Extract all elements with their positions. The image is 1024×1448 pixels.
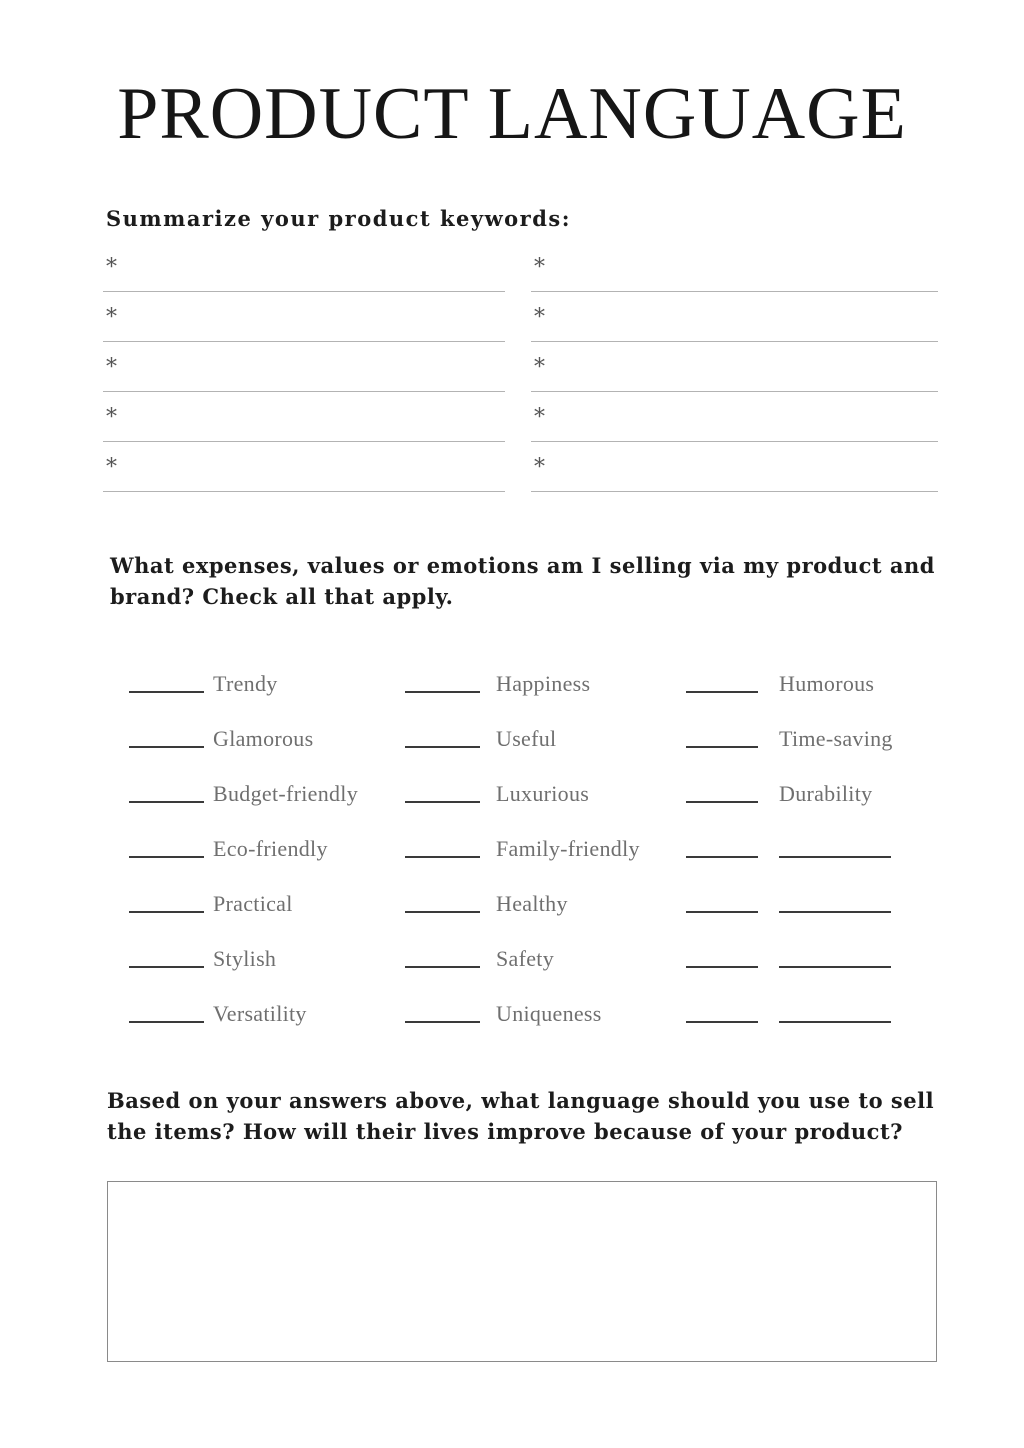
checklist-item-label: Happiness (496, 671, 591, 696)
keyword-field[interactable] (531, 392, 938, 442)
checklist-item (686, 982, 948, 1037)
checklist-item-label: Glamorous (213, 726, 314, 751)
asterisk-icon: * (106, 455, 117, 480)
checkbox-blank[interactable] (686, 966, 758, 968)
checklist-item-label: Eco-friendly (213, 836, 328, 861)
asterisk-icon: * (106, 405, 117, 430)
checkbox-blank[interactable] (129, 1021, 204, 1023)
checkbox-blank[interactable] (129, 746, 204, 748)
checklist-item (686, 927, 948, 982)
checklist-grid (129, 652, 948, 1037)
writein-blank[interactable] (779, 856, 891, 858)
asterisk-icon: * (534, 355, 545, 380)
checkbox-blank[interactable] (129, 801, 204, 803)
asterisk-icon: * (534, 455, 545, 480)
checklist-item-label: Safety (496, 946, 555, 971)
keyword-field[interactable] (103, 292, 505, 342)
checklist-item (129, 872, 405, 927)
checklist-item-label: Versatility (213, 1001, 307, 1026)
checklist-item (129, 982, 405, 1037)
checkbox-blank[interactable] (405, 966, 480, 968)
checklist-heading (110, 550, 935, 612)
checklist-item (405, 652, 686, 707)
checkbox-blank[interactable] (405, 1021, 480, 1023)
keyword-field[interactable] (531, 342, 938, 392)
keyword-field[interactable] (531, 442, 938, 492)
checklist-item (405, 817, 686, 872)
checklist-item (129, 707, 405, 762)
checklist-item (405, 707, 686, 762)
checklist-item-label: Trendy (213, 671, 278, 696)
keyword-field[interactable] (531, 242, 938, 292)
checklist-item-label: Family-friendly (496, 836, 640, 861)
checklist-item (405, 762, 686, 817)
checklist-item-label: Healthy (496, 891, 568, 916)
checkbox-blank[interactable] (405, 691, 480, 693)
checklist-item-label: Stylish (213, 946, 277, 971)
checklist-item-label: Practical (213, 891, 293, 916)
checkbox-blank[interactable] (405, 746, 480, 748)
language-heading-line1: Based on your answers above, what language should you use to sell (107, 1088, 935, 1113)
checklist-item (686, 652, 948, 707)
checklist-item-label: Humorous (779, 671, 875, 696)
checkbox-blank[interactable] (686, 911, 758, 913)
keyword-field[interactable] (103, 392, 505, 442)
keyword-field[interactable] (103, 442, 505, 492)
checklist-item-label: Luxurious (496, 781, 590, 806)
language-heading (107, 1085, 934, 1147)
checkbox-blank[interactable] (129, 856, 204, 858)
checklist-item (405, 872, 686, 927)
checklist-item-label: Durability (779, 781, 873, 806)
checklist-heading-line2: brand? Check all that apply. (110, 584, 454, 609)
checklist-item-label: Useful (496, 726, 557, 751)
checklist-item (405, 982, 686, 1037)
asterisk-icon: * (534, 305, 545, 330)
checkbox-blank[interactable] (686, 1021, 758, 1023)
checkbox-blank[interactable] (405, 801, 480, 803)
checkbox-blank[interactable] (129, 966, 204, 968)
checklist-item (405, 927, 686, 982)
keyword-field[interactable] (103, 242, 505, 292)
checklist-item (129, 817, 405, 872)
checkbox-blank[interactable] (405, 911, 480, 913)
checkbox-blank[interactable] (686, 691, 758, 693)
checkbox-blank[interactable] (686, 801, 758, 803)
language-heading-line2: the items? How will their lives improve because of your product? (107, 1119, 903, 1144)
checkbox-blank[interactable] (405, 856, 480, 858)
asterisk-icon: * (106, 355, 117, 380)
checkbox-blank[interactable] (686, 856, 758, 858)
checklist-item-label: Time-saving (779, 726, 893, 751)
checklist-item (686, 707, 948, 762)
checklist-item (129, 762, 405, 817)
checklist-item-label: Budget-friendly (213, 781, 359, 806)
checklist-item (686, 762, 948, 817)
keywords-heading: Summarize your product keywords: (106, 206, 571, 231)
writein-blank[interactable] (779, 966, 891, 968)
asterisk-icon: * (534, 405, 545, 430)
writein-blank[interactable] (779, 1021, 891, 1023)
asterisk-icon: * (106, 255, 117, 280)
checkbox-blank[interactable] (129, 691, 204, 693)
answer-box[interactable] (107, 1181, 937, 1362)
checklist-item (686, 872, 948, 927)
checklist-item (686, 817, 948, 872)
page-title: PRODUCT LANGUAGE (117, 73, 907, 155)
checkbox-blank[interactable] (129, 911, 204, 913)
checklist-item (129, 652, 405, 707)
writein-blank[interactable] (779, 911, 891, 913)
keyword-field[interactable] (531, 292, 938, 342)
asterisk-icon: * (106, 305, 117, 330)
checklist-item (129, 927, 405, 982)
asterisk-icon: * (534, 255, 545, 280)
checklist-item-label: Uniqueness (496, 1001, 602, 1026)
checklist-heading-line1: What expenses, values or emotions am I selling via my product and (110, 553, 935, 578)
checkbox-blank[interactable] (686, 746, 758, 748)
keyword-field[interactable] (103, 342, 505, 392)
keywords-grid (103, 242, 938, 492)
